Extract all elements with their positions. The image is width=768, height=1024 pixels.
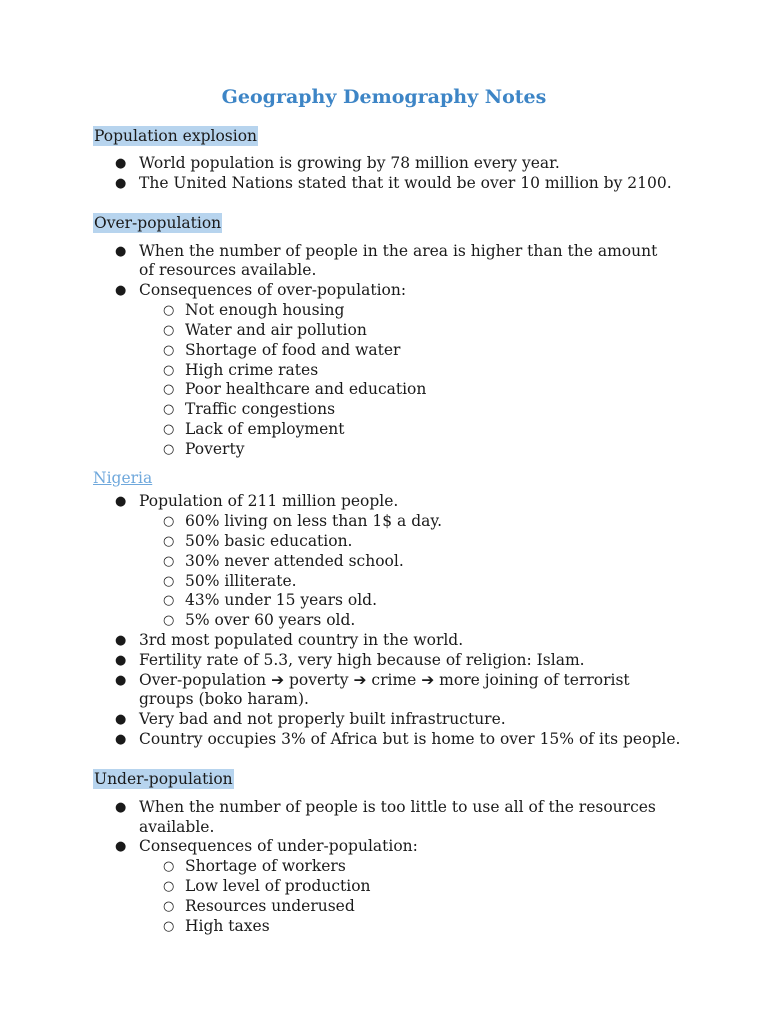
heading-over-population: Over-population bbox=[94, 214, 222, 232]
hollow-bullet-icon: ○ bbox=[163, 422, 175, 437]
sub-list-item: ○ 30% never attended school. bbox=[163, 552, 404, 570]
sub-list-item: ○ Not enough housing bbox=[163, 301, 345, 319]
hollow-bullet-icon: ○ bbox=[163, 593, 175, 608]
page-title: Geography Demography Notes bbox=[221, 86, 547, 108]
nigeria-link[interactable]: Nigeria bbox=[93, 469, 153, 487]
list-item: ● Consequences of under-population: bbox=[115, 837, 418, 855]
list-item: ● 3rd most populated country in the world. bbox=[115, 631, 464, 649]
list-item: ● Very bad and not properly built infrastructure. bbox=[115, 710, 506, 728]
hollow-bullet-icon: ○ bbox=[163, 554, 175, 569]
list-item-continuation: of resources available. bbox=[139, 261, 317, 279]
bullet-icon: ● bbox=[115, 633, 127, 648]
bullet-icon: ● bbox=[115, 712, 127, 727]
hollow-bullet-icon: ○ bbox=[163, 574, 175, 589]
sub-list-item: ○ High taxes bbox=[163, 917, 270, 935]
hollow-bullet-icon: ○ bbox=[163, 402, 175, 417]
list-item: ● When the number of people in the area is higher than the amount bbox=[115, 242, 658, 260]
sub-list-item: ○ Poverty bbox=[163, 440, 245, 458]
sub-list-item: ○ Resources underused bbox=[163, 897, 355, 915]
hollow-bullet-icon: ○ bbox=[163, 899, 175, 914]
bullet-icon: ● bbox=[115, 673, 127, 688]
hollow-bullet-icon: ○ bbox=[163, 363, 175, 378]
bullet-icon: ● bbox=[115, 839, 127, 854]
sub-list-item: ○ Low level of production bbox=[163, 877, 371, 895]
bullet-icon: ● bbox=[115, 244, 127, 259]
sub-list-item: ○ Shortage of food and water bbox=[163, 341, 401, 359]
list-item: ● Country occupies 3% of Africa but is home to over 15% of its people. bbox=[115, 730, 681, 748]
hollow-bullet-icon: ○ bbox=[163, 442, 175, 457]
list-item: ● Population of 211 million people. bbox=[115, 492, 399, 510]
bullet-icon: ● bbox=[115, 176, 127, 191]
sub-list-item: ○ Traffic congestions bbox=[163, 400, 336, 418]
bullet-icon: ● bbox=[115, 800, 127, 815]
hollow-bullet-icon: ○ bbox=[163, 323, 175, 338]
list-item-continuation: available. bbox=[139, 818, 215, 836]
hollow-bullet-icon: ○ bbox=[163, 613, 175, 628]
sub-list-item: ○ 43% under 15 years old. bbox=[163, 591, 378, 609]
list-item: ● The United Nations stated that it would be over 10 million by 2100. bbox=[115, 174, 672, 192]
hollow-bullet-icon: ○ bbox=[163, 879, 175, 894]
sub-list-item: ○ Poor healthcare and education bbox=[163, 380, 427, 398]
heading-population-explosion: Population explosion bbox=[94, 127, 258, 145]
hollow-bullet-icon: ○ bbox=[163, 343, 175, 358]
hollow-bullet-icon: ○ bbox=[163, 859, 175, 874]
heading-under-population: Under-population bbox=[94, 770, 233, 788]
list-item: ● When the number of people is too little to use all of the resources bbox=[115, 798, 656, 816]
bullet-icon: ● bbox=[115, 732, 127, 747]
list-item: ● World population is growing by 78 million every year. bbox=[115, 154, 560, 172]
sub-list-item: ○ 50% basic education. bbox=[163, 532, 353, 550]
sub-list-item: ○ Water and air pollution bbox=[163, 321, 367, 339]
sub-list-item: ○ Lack of employment bbox=[163, 420, 345, 438]
bullet-icon: ● bbox=[115, 653, 127, 668]
list-item: ● Consequences of over-population: bbox=[115, 281, 407, 299]
hollow-bullet-icon: ○ bbox=[163, 382, 175, 397]
sub-list-item: ○ 60% living on less than 1$ a day. bbox=[163, 512, 443, 530]
sub-list-item: ○ 5% over 60 years old. bbox=[163, 611, 356, 629]
sub-list-item: ○ High crime rates bbox=[163, 361, 319, 379]
bullet-icon: ● bbox=[115, 494, 127, 509]
bullet-icon: ● bbox=[115, 283, 127, 298]
sub-list-item: ○ Shortage of workers bbox=[163, 857, 346, 875]
hollow-bullet-icon: ○ bbox=[163, 919, 175, 934]
hollow-bullet-icon: ○ bbox=[163, 303, 175, 318]
list-item: ● Over-population ➔ poverty ➔ crime ➔ more joining of terrorist bbox=[115, 671, 630, 689]
list-item: ● Fertility rate of 5.3, very high because of religion: Islam. bbox=[115, 651, 585, 669]
sub-list-item: ○ 50% illiterate. bbox=[163, 572, 297, 590]
hollow-bullet-icon: ○ bbox=[163, 534, 175, 549]
hollow-bullet-icon: ○ bbox=[163, 514, 175, 529]
bullet-icon: ● bbox=[115, 156, 127, 171]
list-item-continuation: groups (boko haram). bbox=[139, 690, 309, 708]
